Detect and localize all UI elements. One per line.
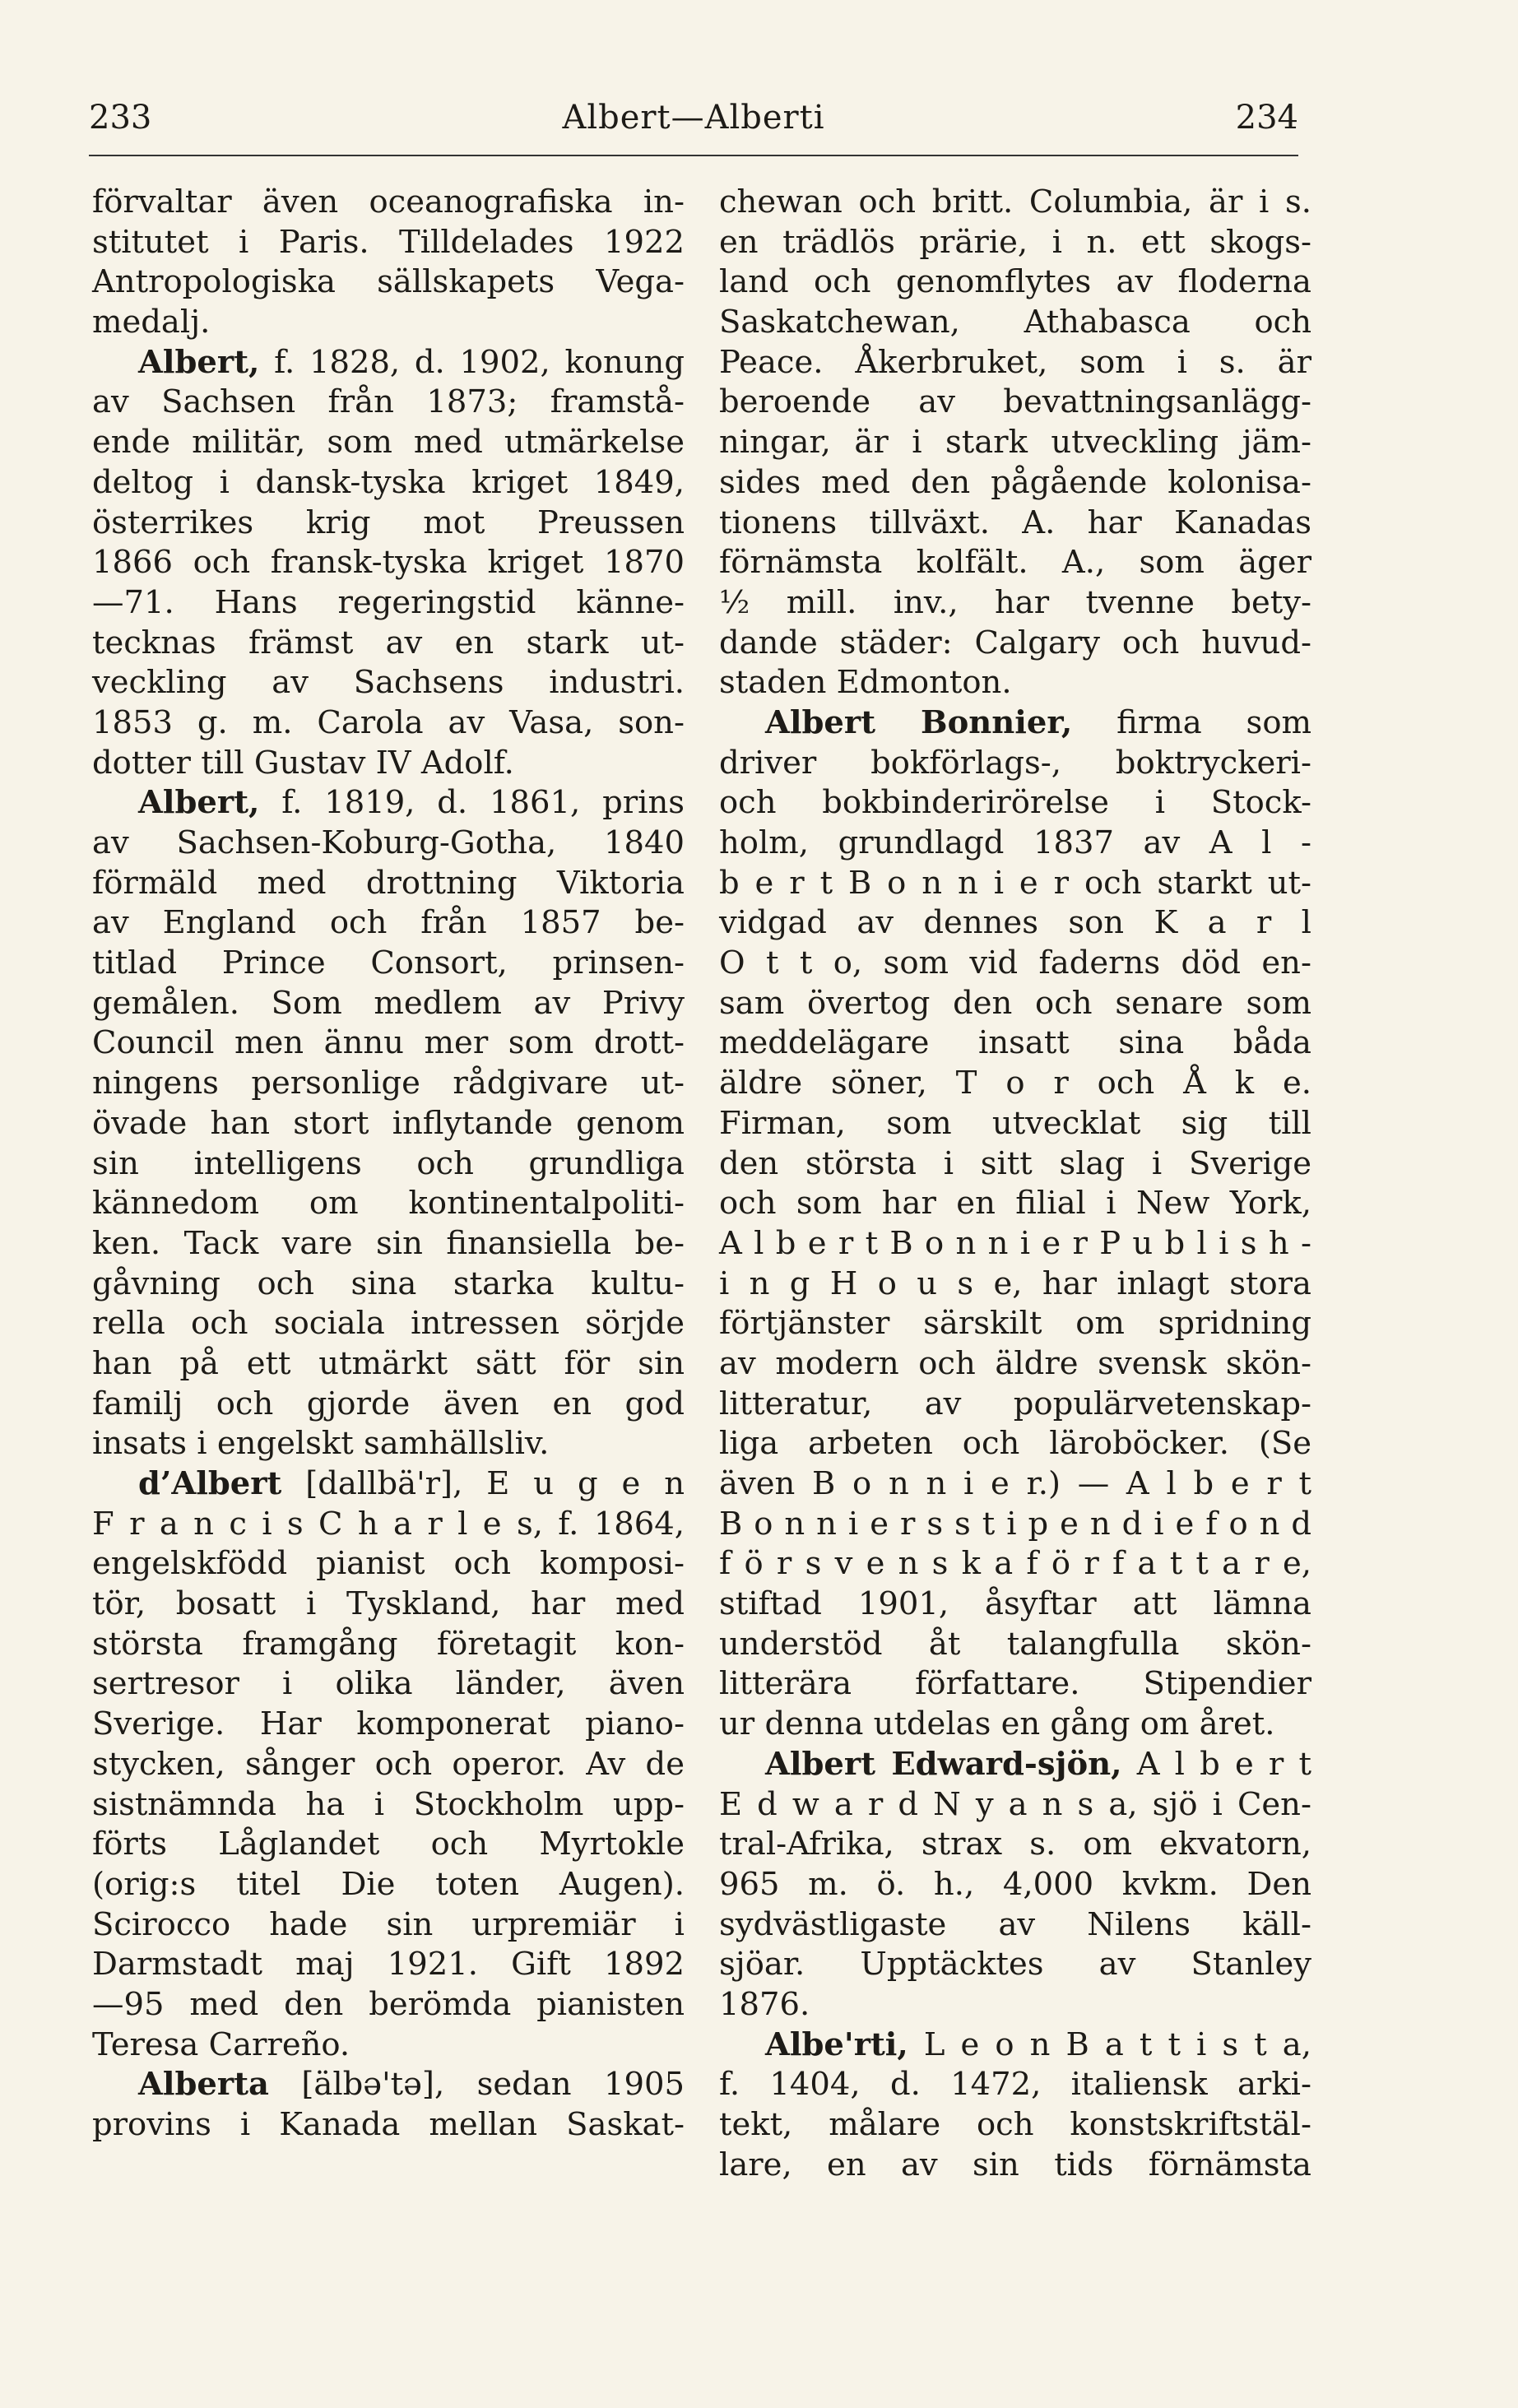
text-line: förtjänster särskilt om spridning [719,1305,1311,1343]
text-line: familj och gjorde även en god [92,1385,685,1422]
text-line: av England och från 1857 be- [92,904,685,942]
text-line: även B o n n i e r.) — A l b e r t [719,1465,1311,1502]
text-line: b e r t B o n n i e r och starkt ut- [719,864,1311,902]
text-line: E d w a r d N y a n s a, sjö i Cen- [719,1785,1311,1823]
entry-start-line: d’Albert [dallbä'r], E u g e n [138,1465,685,1502]
text-line: 1866 och fransk-tyska kriget 1870 [92,544,685,582]
text-line: litteratur, av populärvetenskap- [719,1385,1311,1422]
header-rule [89,155,1298,156]
entry-headword: Alberta [138,2066,269,2104]
entry-start-line: Albe'rti, L e o n B a t t i s t a, [765,2025,1311,2063]
text-line: förts Låglandet och Myrtokle [92,1826,685,1863]
text-line: B o n n i e r s s t i p e n d i e f o n d [719,1505,1311,1543]
text-line: —95 med den berömda pianisten [92,1985,685,2023]
text-line: ken. Tack vare sin finansiella be- [92,1224,685,1262]
text-line: tionens tillväxt. A. har Kanadas [719,503,1311,541]
text-line: och bokbinderirörelse i Stock- [719,784,1311,822]
page-header [89,89,1298,153]
text-line: dotter till Gustav IV Adolf. [92,744,514,782]
text-line: deltog i dansk-tyska kriget 1849, [92,463,685,501]
text-line: lare, en av sin tids förnämsta [719,2146,1311,2183]
text-line: dande städer: Calgary och huvud- [719,624,1311,661]
text-line: sydvästligaste av Nilens käll- [719,1905,1311,1943]
text-line: provins i Kanada mellan Saskat- [92,2106,685,2143]
text-line: land och genomflytes av floderna [719,263,1311,301]
entry-headword: Albe'rti, [765,2025,908,2063]
text-line: ende militär, som med utmärkelse [92,424,685,462]
text-line: förmäld med drottning Viktoria [92,864,685,902]
text-line: veckling av Sachsens industri. [92,664,685,702]
text-line: österrikes krig mot Preussen [92,503,685,541]
text-line: Antropologiska sällskapets Vega- [92,263,685,301]
text-line: kännedom om kontinentalpoliti- [92,1185,685,1223]
text-line: insats i engelskt samhällsliv. [92,1425,550,1463]
text-line: beroende av bevattningsanlägg- [719,383,1311,421]
text-line: den största i sitt slag i Sverige [719,1144,1311,1182]
text-line: 1876. [719,1985,810,2023]
text-line: liga arbeten och läroböcker. (Se [719,1425,1311,1463]
text-line: Darmstadt maj 1921. Gift 1892 [92,1946,685,1983]
text-line: stitutet i Paris. Tilldelades 1922 [92,223,685,261]
entry-start-line: Albert, f. 1819, d. 1861, prins [138,784,685,822]
text-line: medalj. [92,304,211,341]
text-line: Firman, som utvecklat sig till [719,1104,1311,1142]
text-line: holm, grundlagd 1837 av A l - [719,824,1311,861]
text-line: tekt, målare och konstskriftstäl- [719,2106,1311,2143]
text-line: tecknas främst av en stark ut- [92,624,685,661]
text-line: chewan och britt. Columbia, är i s. [719,183,1311,220]
text-line: meddelägare insatt sina båda [719,1024,1311,1062]
text-line: A l b e r t B o n n i e r P u b l i s h - [719,1224,1311,1262]
text-line: engelskfödd pianist och komposi- [92,1545,685,1583]
text-line: stycken, sånger och operor. Av de [92,1745,685,1783]
entry-start-line: Alberta [älbə'tə], sedan 1905 [138,2066,685,2104]
text-line: gemålen. Som medlem av Privy [92,984,685,1022]
text-line: sides med den pågående kolonisa- [719,463,1311,501]
page-number-right: 234 [1235,99,1298,137]
text-line: ur denna utdelas en gång om året. [719,1705,1275,1743]
text-line: av modern och äldre svensk skön- [719,1344,1311,1382]
text-line: —71. Hans regeringstid känne- [92,583,685,621]
text-line: Teresa Carreño. [92,2025,350,2063]
entry-headword: d’Albert [138,1465,282,1502]
text-line: driver bokförlags-, boktryckeri- [719,744,1311,782]
text-line: f ö r s v e n s k a f ö r f a t t a r e, [719,1545,1311,1583]
entry-start-line: Albert, f. 1828, d. 1902, konung [138,343,685,381]
text-line: f. 1404, d. 1472, italiensk arki- [719,2066,1311,2104]
text-line: tral-Afrika, strax s. om ekvatorn, [719,1826,1311,1863]
page-number-left: 233 [89,99,152,137]
text-line: gåvning och sina starka kultu- [92,1264,685,1302]
text-line: litterära författare. Stipendier [719,1665,1311,1703]
text-line: Council men ännu mer som drott- [92,1024,685,1062]
running-head: Albert—Alberti [562,99,825,137]
text-line: övade han stort inflytande genom [92,1104,685,1142]
text-line: ningens personlige rådgivare ut- [92,1065,685,1102]
right-column [719,183,1311,2185]
text-line: en trädlös prärie, i n. ett skogs- [719,223,1311,261]
text-line: 1853 g. m. Carola av Vasa, son- [92,703,685,741]
text-line: Sverige. Har komponerat piano- [92,1705,685,1743]
text-line: sjöar. Upptäcktes av Stanley [719,1946,1311,1983]
text-line: understöd åt talangfulla skön- [719,1625,1311,1663]
text-line: Peace. Åkerbruket, som i s. är [719,343,1311,381]
text-line: 965 m. ö. h., 4,000 kvkm. Den [719,1865,1311,1903]
entry-headword: Albert, [138,784,260,822]
text-line: i n g H o u s e, har inlagt stora [719,1264,1311,1302]
left-column [92,183,685,2146]
text-line: ½ mill. inv., har tvenne bety- [719,583,1311,621]
text-line: och som har en filial i New York, [719,1185,1311,1223]
text-line: förnämsta kolfält. A., som äger [719,544,1311,582]
text-line: av Sachsen-Koburg-Gotha, 1840 [92,824,685,861]
text-line: tör, bosatt i Tyskland, har med [92,1585,685,1623]
text-line: rella och sociala intressen sörjde [92,1305,685,1343]
text-line: största framgång företagit kon- [92,1625,685,1663]
text-line: O t t o, som vid faderns död en- [719,944,1311,982]
text-line: F r a n c i s C h a r l e s, f. 1864, [92,1505,685,1543]
text-line: sin intelligens och grundliga [92,1144,685,1182]
entry-headword: Albert Edward-sjön, [765,1745,1122,1783]
text-line: av Sachsen från 1873; framstå- [92,383,685,421]
text-line: förvaltar även oceanografiska in- [92,183,685,220]
text-line: (orig:s titel Die toten Augen). [92,1865,685,1903]
entry-headword: Albert Bonnier, [765,703,1073,741]
text-line: stiftad 1901, åsyftar att lämna [719,1585,1311,1623]
entry-start-line: Albert Edward-sjön, A l b e r t [765,1745,1311,1783]
entry-headword: Albert, [138,343,260,381]
entry-start-line: Albert Bonnier, firma som [765,703,1312,741]
text-line: Saskatchewan, Athabasca och [719,304,1311,341]
text-line: sistnämnda ha i Stockholm upp- [92,1785,685,1823]
text-line: vidgad av dennes son K a r l [719,904,1311,942]
text-line: ningar, är i stark utveckling jäm- [719,424,1311,462]
text-line: Scirocco hade sin urpremiär i [92,1905,685,1943]
text-line: sertresor i olika länder, även [92,1665,685,1703]
text-line: titlad Prince Consort, prinsen- [92,944,685,982]
text-line: staden Edmonton. [719,664,1012,702]
text-line: han på ett utmärkt sätt för sin [92,1344,685,1382]
text-line: äldre söner, T o r och Å k e. [719,1065,1311,1102]
text-line: sam övertog den och senare som [719,984,1311,1022]
